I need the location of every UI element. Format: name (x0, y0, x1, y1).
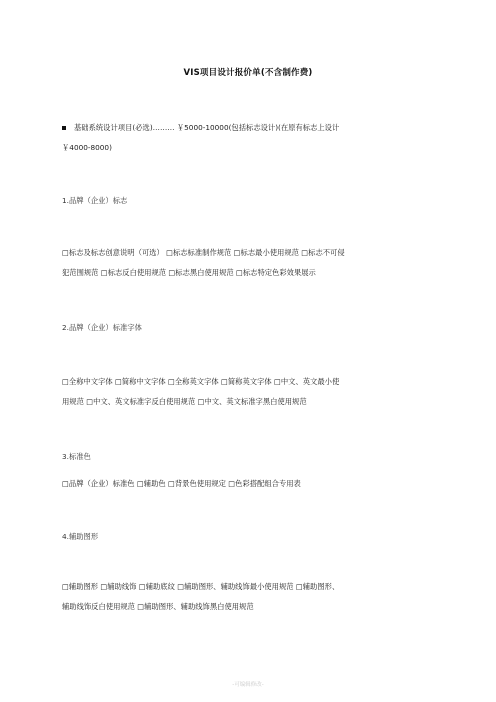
section-4-body (62, 577, 442, 617)
section-1-line1: □标志及标志创意说明（可选） □标志标准制作规范 □标志最小使用规范 □标志不可侵 (62, 248, 345, 257)
section-3-heading: 3.标准色 (62, 452, 91, 461)
intro-text-line1: 基础系统设计项目(必选)……… ￥5000-10000(包括标志设计)(在原有标志上设计 (74, 123, 340, 132)
section-1-body (62, 243, 442, 283)
section-4-line1: □辅助图形 □辅助线饰 □辅助底纹 □辅助图形、辅助线饰最小使用规范 □辅助图形、 (62, 582, 340, 591)
intro-line-1 (62, 118, 442, 138)
section-2-line2: 用规范 □中文、英文标准字反白使用规范 □中文、英文标准字黑白使用规范 (62, 397, 307, 406)
section-2-line1: □全称中文字体 □简称中文字体 □全称英文字体 □简称英文字体 □中文、英文最小使 (62, 377, 340, 386)
section-2-heading: 2.品牌（企业）标准字体 (62, 323, 142, 332)
section-1-line2: 犯范围规范 □标志反白使用规范 □标志黑白使用规范 □标志特定色彩效果展示 (62, 268, 316, 277)
section-2-body (62, 372, 442, 412)
intro-text-line2: ￥4000-8000) (62, 143, 112, 152)
page-footer: -可编辑修改- (232, 682, 264, 688)
section-4-heading: 4.辅助图形 (62, 532, 99, 541)
bullet-icon (62, 126, 66, 130)
section-1-heading: 1.品牌（企业）标志 (62, 196, 128, 205)
section-4-line2: 辅助线饰反白使用规范 □辅助图形、辅助线饰黑白使用规范 (62, 602, 254, 611)
document-title: VIS项目设计报价单(不含制作费) (183, 68, 313, 78)
section-3-body (62, 474, 442, 494)
section-3-line1: □品牌（企业）标准色 □辅助色 □背景色使用规定 □色彩搭配组合专用表 (62, 479, 301, 488)
intro-paragraph (62, 118, 442, 158)
